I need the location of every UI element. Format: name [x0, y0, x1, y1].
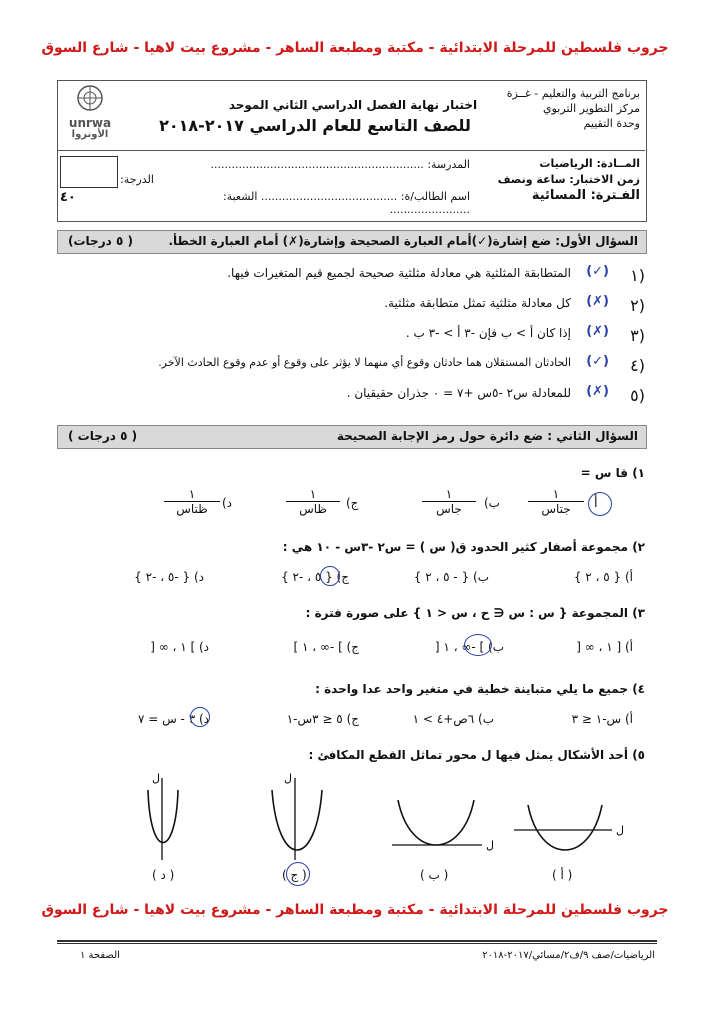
student-name-field: اسم الطالب/ة: ....................................... الشعبة: ....................... — [222, 190, 470, 216]
q1-marks: ( ٥ درجات) — [68, 234, 133, 248]
q1-statement: كل معادلة مثلثية تمثل متطابقة مثلثية. — [384, 296, 571, 310]
option-b-fraction: ١ جاس — [422, 487, 476, 516]
option-c: ج) ٥ ≤ ٣س-١ — [286, 712, 359, 726]
unit-line: وحدة التقييم — [583, 117, 640, 130]
option-c: ج) { ٥ ، -٢ } — [281, 570, 349, 584]
q1-title-bar — [57, 230, 647, 254]
svg-text:ل: ل — [486, 839, 494, 852]
option-b: ب) { - ٥ ، ٢ } — [413, 570, 489, 584]
logo-text-en: unrwa — [68, 116, 112, 130]
option-b-figure — [392, 800, 494, 852]
figure-label-c: ( ج ) — [282, 868, 307, 882]
exam-title: اختبار نهاية الفصل الدراسي الثاني الموحد — [228, 98, 478, 112]
q2-part4-stem: ٤) جميع ما يلي متباينة خطية في متغير واحد عدا واحدة : — [315, 682, 645, 696]
banner-bottom: جروب فلسطين للمرحلة الابتدائية - مكتبة ومطبعة الساهر - مشروع بيت لاهيا - شارع السوق — [41, 902, 669, 918]
page-number: الصفحة ١ — [80, 950, 120, 961]
option-d-fraction: ١ ظتاس — [164, 487, 220, 516]
banner-top: جروب فلسطين للمرحلة الابتدائية - مكتبة ومطبعة الساهر - مشروع بيت لاهيا - شارع السوق — [41, 40, 669, 56]
q1-title: السؤال الأول: ضع إشارة(✓)أمام العبارة الصحيحة وإشارة(✗) أمام العبارة الخطأ. — [168, 234, 638, 248]
time-label: زمن الاختبار: ساعة ونصف — [497, 173, 640, 186]
answer-circle — [464, 634, 492, 656]
subject-label: المــادة: الرياضيات — [539, 157, 640, 170]
option-key: ج) — [346, 496, 359, 510]
answer-circle — [320, 566, 340, 586]
answer-circle — [190, 707, 210, 727]
grade-box — [60, 156, 118, 188]
unrwa-logo — [64, 84, 116, 140]
option-b: ب) ٦ص+٤ > ١ — [412, 712, 494, 726]
ministry-block — [480, 86, 640, 131]
header-divider — [57, 150, 645, 151]
q1-item-number: ٣) — [630, 326, 645, 345]
option-key: د) — [222, 496, 233, 510]
option-b: ب) ] -∞ ، ١ [ — [434, 640, 504, 654]
q1-item-number: ١) — [630, 266, 645, 285]
logo-text-ar: الأونروا — [71, 129, 109, 140]
footer-course-code: الرياضيات/صف ٩/ف٢/مسائي/٢٠١٧-٢٠١٨ — [482, 950, 655, 961]
q1-item-number: ٢) — [630, 296, 645, 315]
q1-item-number: ٤) — [630, 356, 645, 375]
period-label: الفـترة: المسائية — [531, 188, 640, 203]
grade-label: الدرجة: — [120, 173, 154, 186]
q2-part1-stem: ١) قا س = — [580, 466, 645, 480]
figure-label-d: ( د ) — [152, 868, 175, 882]
option-a-figure — [514, 805, 624, 850]
svg-text:ل: ل — [616, 824, 624, 837]
option-d-figure — [148, 772, 178, 860]
un-emblem-icon — [70, 84, 110, 114]
exam-class-year: للصف التاسع للعام الدراسي ٢٠١٧-٢٠١٨ — [159, 116, 471, 135]
parabola-options — [0, 760, 719, 890]
q1-answer-mark: (✗) — [586, 384, 609, 399]
option-a: أ) [ ١ ، ∞ [ — [576, 640, 633, 654]
q2-part5-stem: ٥) أحد الأشكال يمثل فيها ل محور تماثل القطع المكافئ : — [308, 748, 645, 762]
total-marks: ٤٠ — [60, 190, 76, 205]
svg-text:ل: ل — [152, 772, 160, 785]
q1-item-number: ٥) — [630, 386, 645, 405]
q1-answer-mark: (✗) — [586, 294, 609, 309]
q1-statement: للمعادلة س٢ -٥س +٧ = ٠ جذران حقيقيان . — [346, 386, 571, 400]
q2-part2-stem: ٢) مجموعة أصفار كثير الحدود ق( س ) = س٢ -٣س - ١٠ هي : — [282, 540, 645, 554]
center-line: مركز التطوير التربوي — [543, 102, 640, 115]
option-d: د) { -٥ ، -٢ } — [134, 570, 204, 584]
option-d: د) ] ١ ، ∞ [ — [150, 640, 209, 654]
answer-circle — [286, 862, 310, 886]
option-d: د) ٣ - س = ٧ — [137, 712, 209, 726]
exam-meta — [480, 156, 640, 204]
option-c: ج) ] -∞ ، ١ ] — [293, 640, 359, 654]
option-key: أ — [594, 496, 598, 511]
option-a-fraction: ١ جتاس — [528, 487, 584, 516]
q1-statement: المتطابقة المثلثية هي معادلة مثلثية صحيحة لجميع قيم المتغيرات فيها. — [227, 266, 571, 280]
option-key: ب) — [484, 496, 500, 510]
figure-label-b: ( ب ) — [420, 868, 449, 882]
answer-circle — [588, 492, 614, 518]
option-c-fraction: ١ ظاس — [286, 487, 340, 516]
footer-rule — [57, 940, 657, 942]
school-field: المدرسة: ............................................................. — [210, 158, 470, 171]
figure-label-a: ( أ ) — [552, 868, 573, 882]
q2-title: السؤال الثاني : ضع دائرة حول رمز الإجابة الصحيحة — [336, 429, 638, 443]
option-c-figure — [272, 772, 322, 860]
q1-statement: إذا كان أ > ب فإن -٣ أ > -٣ ب . — [405, 326, 571, 340]
q1-answer-mark: (✗) — [586, 324, 609, 339]
option-a: أ) س-١ ≤ ٣ — [571, 712, 633, 726]
q1-statement: الحادثان المستقلان هما حادثان وقوع أي منهما لا يؤثر على وقوع أو عدم وقوع الحادث الآخر. — [158, 356, 571, 369]
q2-title-bar — [57, 425, 647, 449]
q2-marks: ( ٥ درجات ) — [68, 429, 138, 443]
ministry-line: برنامج التربية والتعليم - غــزة — [506, 87, 640, 100]
option-a: أ) { ٥ ، ٢ } — [573, 570, 633, 584]
q2-part3-stem: ٣) المجموعة { س : س ∈ ح ، س < ١ } على صورة فترة : — [305, 606, 645, 620]
q1-answer-mark: (✓) — [586, 264, 609, 279]
svg-text:ل: ل — [284, 772, 292, 785]
q1-answer-mark: (✓) — [586, 354, 609, 369]
